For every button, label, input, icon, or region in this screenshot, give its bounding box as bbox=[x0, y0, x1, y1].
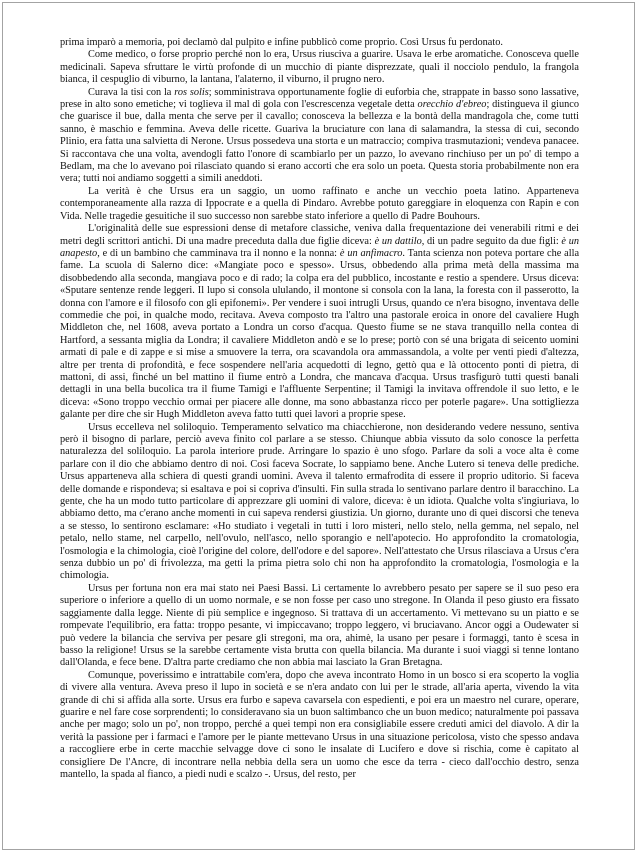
italic-text-run: ros solis bbox=[174, 86, 209, 98]
paragraph bbox=[60, 37, 579, 49]
text-run: , di un padre seguito da due figli: bbox=[421, 235, 562, 247]
paragraph bbox=[60, 186, 579, 223]
text-run: ; distingueva il giunco che guarisce il bue, dalla menta che serve per il cavallo; conosceva la bellezza e la bontà della mandragola che, come tutti sanno, è maschio e femmina. Aveva delle ricette. Guariva la bruciature con lana di salamandra, la stessa di cui, secondo Plinio, era fatta una salvietta di Nerone. Ursus possedeva una storta e un matraccio; compiva trasmutazioni; vendeva panacee. Si raccontava che una volta, avendogli fatto l'onore di scambiarlo per un pazzo, lo avevano rinchiuso per un po' di tempo a Bedlam, ma che lo avevano poi rilasciato quando si erano accorti che era solo un poeta. Questa storia probabilmente non era vera; tutti noi andiamo soggetti a simili aneddoti. bbox=[60, 99, 579, 185]
paragraph bbox=[60, 49, 579, 86]
italic-text-run: è un anapesto bbox=[60, 235, 579, 259]
text-run: . Tanta scienza non poteva portare che alla fame. La scuola di Salerno dice: «Mangiate poco e spesso». Ursus, obbedendo alla prima metà della massima ma disobbedendo alla seconda, mangiava poco e di rado; la colpa era del pubblico, incostante e restio a spendere. Ursus diceva: «Sputare sentenze rende leggeri. Il lupo si consola ululando, il montone si consola con la lana, la foresta con il passerotto, la donna con l'amore e il filosofo con gli epifonemi». Per vendere i suoi intrugli Ursus, quando ce n'era bisogno, inventava delle commedie che poi, in qualche modo, recitava. Aveva composto tra l'altro una pastorale eroica in onore del cavaliere Hugh Middleton che, nel 1608, aveva portato a Londra un corso d'acqua. Questo fiume se ne stava tranquillo nella contea di Hartford, a sessanta miglia da Londra; il cavaliere Middleton andò e se lo prese; portò con sé una brigata di seicento uomini armati di pale e di zappe e si mise a smuovere la terra, ora scavandola ora ammassandola, a volte per venti piedi d'altezza, altre per trenta di profondità, e fece sospendere nell'aria acquedotti di legno, gettò qua e là ottocento ponti di pietra, di mattoni, di assi, finché un bel mattino il fiume entrò a Londra, che mancava d'acqua. Ursus trasfigurò tutti questi banali dettagli in una bella bucolica tra il fiume Tamigi e l'affluente Serpentine; il Tamigi la invitava offrendole il suo letto, e le diceva: «Sono troppo vecchio ormai per piacere alle donne, ma sono abbastanza ricco per poterle pagare». Una sottigliezza galante per dire che sir Hugh Middleton aveva fatto tutti quei lavori a proprie spese. bbox=[60, 247, 580, 421]
text-block bbox=[60, 37, 579, 781]
document-page bbox=[2, 2, 635, 850]
text-run: La verità è che Ursus era un saggio, un uomo raffinato e anche un vecchio poeta latino. Apparteneva contemporaneamente alla razza di Ippocrate e a quella di Pindaro. Avrebbe potuto gareggiare in eloquenza con Rapin e con Vida. Nelle tragedie gesuitiche il suo successo non sarebbe stato inferiore a quello di Padre Bouhours. bbox=[60, 185, 579, 222]
italic-text-run: orecchio d'ebreo bbox=[417, 99, 487, 111]
text-run: prima imparò a memoria, poi declamò dal pulpito e infine pubblicò come proprio. Così Ursus fu perdonato. bbox=[60, 37, 503, 48]
text-run: Curava la tisi con la bbox=[88, 86, 175, 98]
text-run: Ursus eccelleva nel soliloquio. Temperamento selvatico ma chiacchierone, non desiderando vedere nessuno, sentiva però il bisogno di parlare, perciò aveva finito col parlare a se stesso. Chiunque abbia vissuto da solo conosce la perfetta naturalezza del soliloquio. La parola interiore prude. Arringare lo spazio è uno sfogo. Parlare da soli a voce alta è come parlare con il dio che abbiamo dentro di noi. Così faceva Socrate, lo sappiamo bene. Anche Lutero si teneva delle prediche. Ursus apparteneva alla schiera di questi grandi uomini. Aveva il talento ermafrodita di essere il proprio uditorio. Si faceva delle domande e rispondeva; si esaltava e poi si copriva d'insulti. Fin sulla strada lo sentivano parlare dentro il baracchino. La gente, che ha un modo tutto particolare di apprezzare gli uomini di valore, diceva: è un idiota. Qualche volta s'ingiuriava, lo abbiamo detto, ma c'erano anche momenti in cui sapeva rendersi giustizia. Un giorno, durante uno di quei discorsi che teneva a se stesso, lo sentirono esclamare: «Ho studiato i vegetali in tutti i loro misteri, nello stelo, nella gemma, nel sepalo, nel petalo, nello stame, nel carpello, nell'ovulo, nell'asco, nello sporangio e nell'apotecio. Ho approfondito la cromatologia, l'osmologia e la chimologia, cioè l'origine del colore, dell'odore e del sapore». Nell'attestato che Ursus rilasciava a Ursus c'era senza dubbio un po' di frivolezza, ma getti la prima pietra solo chi non ha approfondito la cromatologia, l'osmologia e la chimologia. bbox=[60, 421, 579, 582]
paragraph bbox=[60, 87, 579, 186]
text-run: ; somministrava opportunamente foglie di euforbia che, strappate in basso sono lassative, prese in alto sono emetiche; vi toglieva il mal di gola con l'escrescenza vegetale detta bbox=[60, 86, 579, 111]
text-run: , e di un bambino che camminava tra il nonno e la nonna: bbox=[97, 247, 340, 259]
italic-text-run: è un dattilo bbox=[374, 235, 422, 247]
paragraph bbox=[60, 670, 579, 782]
italic-text-run: è un anfimacro bbox=[339, 247, 403, 259]
text-run: Ursus per fortuna non era mai stato nei Paesi Bassi. Lì certamente lo avrebbero pesato per sapere se il suo peso era superiore o inferiore a quello di un uomo normale, e se non fosse per caso uno stregone. In Olanda il peso giusto era fissato saggiamente dalla legge. Niente di più semplice e ingegnoso. Si trattava di un accertamento. Vi mettevano su un piatto e se rompevate l'equilibrio, era fatta: troppo pesante, vi impiccavano; troppo leggero, vi bruciavano. Ancor oggi a Oudewater si può vedere la bilancia che serviva per pesare gli stregoni, ma ora, ahimè, la usano per pesare i formaggi, tanto è scesa in basso la religione! Ursus se la sarebbe certamente vista brutta con quella bilancia. Ma durante i suoi viaggi si tenne lontano dall'Olanda, e fece bene. D'altra parte crediamo che non abbia mai lasciato la Gran Bretagna. bbox=[60, 582, 579, 669]
text-run: L'originalità delle sue espressioni dense di metafore classiche, veniva dalla frequentazione dei venerabili ritmi e dei metri degli scrittori antichi. Di una madre preceduta dalla due figlie diceva: bbox=[60, 223, 579, 247]
text-run: Come medico, o forse proprio perché non lo era, Ursus riusciva a guarire. Usava le erbe aromatiche. Conosceva quelle medicinali. Sapeva sfruttare le virtù profonde di un mucchio di piante disprezzate, quali il nocciolo pendulo, la frangola bianca, il cespuglio di viburno, la lantana, l'alaterno, il viburno, il prugno nero. bbox=[60, 49, 579, 86]
paragraph bbox=[60, 583, 579, 670]
paragraph bbox=[60, 422, 579, 583]
paragraph bbox=[60, 223, 579, 422]
text-run: Comunque, poverissimo e intrattabile com'era, dopo che aveva incontrato Homo in un bosco si era scoperto la voglia di vivere alla ventura. Aveva preso il lupo in società e se n'era andato con lui per le strade, all'aria aperta, vivendo la vita grande di chi si affida alla sorte. Ursus era furbo e sapeva cavarsela con espedienti, e poi era un maestro nel curare, operare, guarire e nel fare cose sorprendenti; lo consideravano sia un buon saltimbanco che un buon medico; naturalmente poi passava anche per mago; solo un po', non troppo, perché a quei tempi non era consigliabile essere creduti amici del diavolo. A dir la verità la passione per i farmaci e l'amore per le piante mettevano Ursus in una situazione pericolosa, visto che spesso andava a raccogliere erbe in certe macchie selvagge dove ci sono le insalate di Lucifero e dove si rischia, come è capitato al consigliere De l'Ancre, di incontrare nella nebbia della sera un uomo che esce da terra - cieco dall'occhio destro, senza mantello, la spada al fianco, a piedi nudi e scalzo -. Ursus, del resto, per bbox=[60, 669, 579, 780]
